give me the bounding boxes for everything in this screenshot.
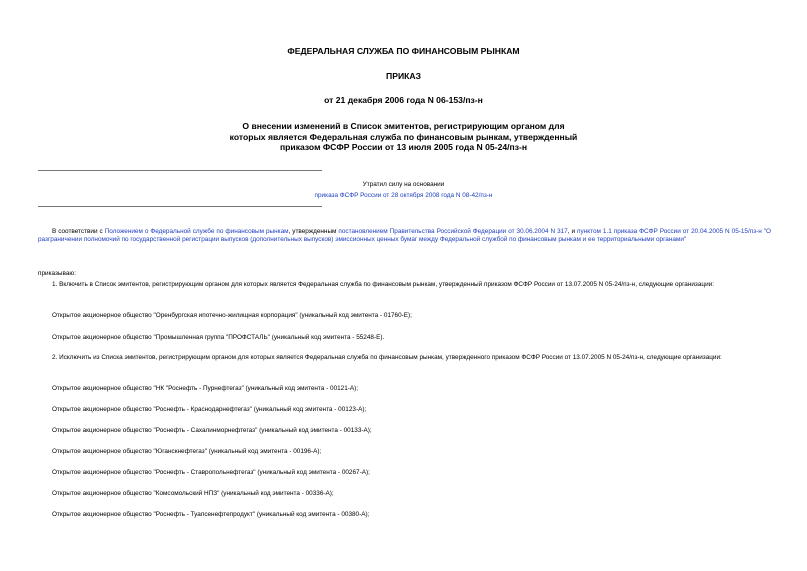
remove-list-item: Открытое акционерное общество "Роснефть - Краснодарнефтегаз" (уникальный код эмитента - 00123-А); — [52, 406, 367, 413]
preamble-text-2: , утвержденным — [288, 228, 339, 235]
preamble-text-1: В соответствии с — [52, 228, 105, 235]
doc-type-heading: ПРИКАЗ — [386, 71, 421, 81]
repeal-note-link[interactable]: приказа ФСФР России от 28 октября 2008 года N 08-42/пз-н — [314, 192, 493, 199]
preamble-link-order-clause[interactable]: пунктом 1.1 приказа ФСФР России от 20.04.2005 N 05-15/пз-н "О разграничении полномочий по государственной регистрации выпусков (дополнительных выпусков) эмиссионных ценных бумаг между Федеральной службой по финансовым рынкам и ее территориальными органами" — [38, 228, 772, 244]
remove-list-item: Открытое акционерное общество "Роснефть - Ставропольнефтегаз" (уникальный код эмитента - 00267-А); — [52, 469, 370, 476]
remove-list-item: Открытое акционерное общество "Комсомольский НПЗ" (уникальный код эмитента - 00336-А); — [52, 490, 334, 497]
preamble-link-government-decree[interactable]: постановлением Правительства Российской Федерации от 30.06.2004 N 317 — [338, 228, 568, 235]
bottom-divider — [38, 206, 322, 207]
remove-list-item: Открытое акционерное общество "Роснефть - Туапсенефтепродукт" (уникальный код эмитента - 00380-А); — [52, 511, 370, 518]
preamble-text-3: , и — [567, 228, 578, 235]
add-list-item: Открытое акционерное общество "Промышленная группа "ПРОФСТАЛЬ" (уникальный код эмитента - 55248-Е). — [52, 334, 385, 341]
agency-heading: ФЕДЕРАЛЬНАЯ СЛУЖБА ПО ФИНАНСОВЫМ РЫНКАМ — [287, 46, 520, 56]
item-2-paragraph: 2. Исключить из Списка эмитентов, регистрирующим органом для которых является Федеральная служба по финансовым рынкам, утвержденного приказом ФСФР России от 13.07.2005 N 05-24/пз-н, следующие организации: — [52, 354, 722, 361]
top-divider — [38, 170, 322, 171]
order-word: приказываю: — [38, 270, 76, 277]
preamble-link-regulation[interactable]: Положением о Федеральной службе по финансовым рынкам — [104, 228, 289, 235]
title-line-3: приказом ФСФР России от 13 июля 2005 года N 05-24/пз-н — [279, 142, 528, 152]
date-number-heading: от 21 декабря 2006 года N 06-153/пз-н — [324, 95, 483, 105]
remove-list-item: Открытое акционерное общество "Юганскнефтегаз" (уникальный код эмитента - 00196-А); — [52, 448, 322, 455]
add-list-item: Открытое акционерное общество "Оренбургская ипотечно-жилищная корпорация" (уникальный код эмитента - 01760-Е); — [52, 312, 412, 319]
remove-list-item: Открытое акционерное общество "НК "Роснефть - Пурнефтегаз" (уникальный код эмитента - 00121-А); — [52, 385, 359, 392]
preamble-paragraph — [38, 228, 771, 244]
remove-list-item: Открытое акционерное общество "Роснефть - Сахалинморнефтегаз" (уникальный код эмитента - 00133-А); — [52, 427, 372, 434]
title-line-1: О внесении изменений в Список эмитентов, регистрирующим органом для — [242, 121, 565, 131]
repeal-note-text: Утратил силу на основании — [362, 181, 445, 188]
item-1-paragraph: 1. Включить в Список эмитентов, регистрирующим органом для которых является Федеральная служба по финансовым рынкам, утвержденный приказом ФСФР России от 13.07.2005 N 05-24/пз-н, следующие организации: — [52, 281, 714, 288]
title-line-2: которых является Федеральная служба по финансовым рынкам, утвержденный — [229, 131, 578, 142]
